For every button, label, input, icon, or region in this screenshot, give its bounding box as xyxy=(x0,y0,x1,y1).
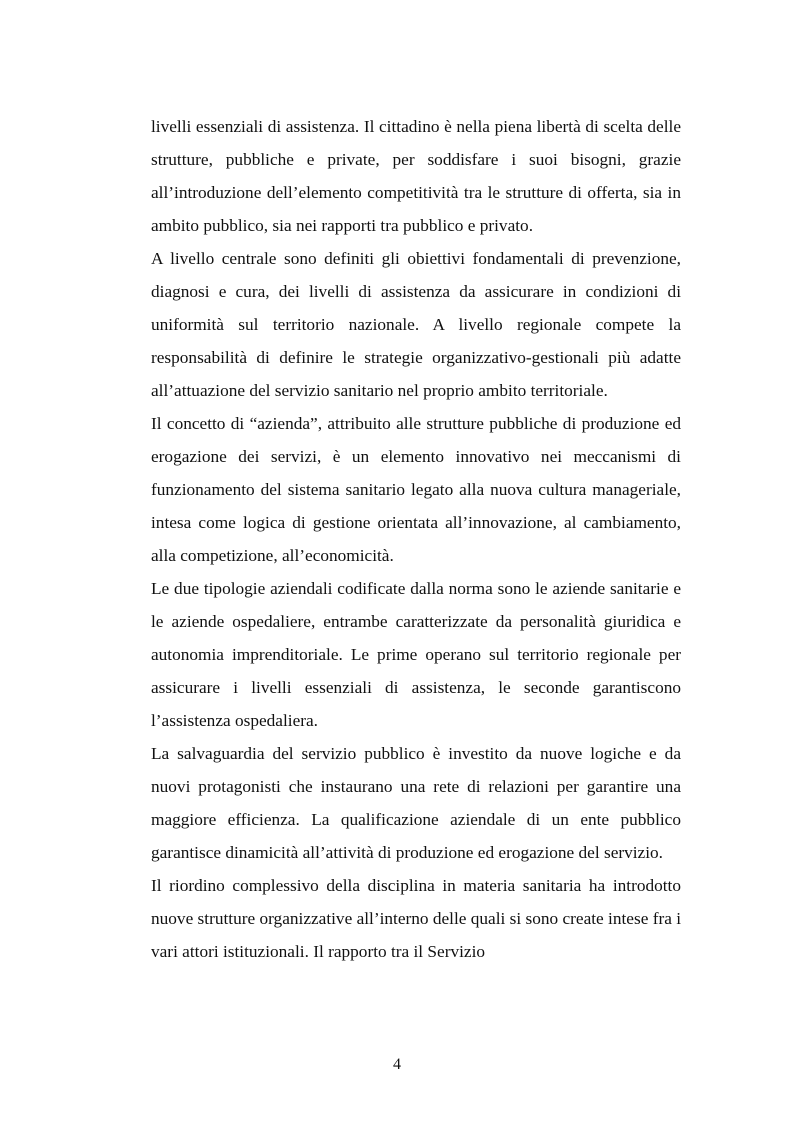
page-body xyxy=(151,110,681,968)
paragraph: Il riordino complessivo della disciplina in materia sanitaria ha introdotto nuove strutture organizzative all’interno delle quali si sono create intese fra i vari attori istituzionali. Il rapporto tra il Servizio xyxy=(151,876,681,961)
paragraph: La salvaguardia del servizio pubblico è investito da nuove logiche e da nuovi protagonisti che instaurano una rete di relazioni per garantire una maggiore efficienza. La qualificazione aziendale di un ente pubblico garantisce dinamicità all’attività di produzione ed erogazione del servizio. xyxy=(151,744,681,862)
paragraph: A livello centrale sono definiti gli obiettivi fondamentali di prevenzione, diagnosi e cura, dei livelli di assistenza da assicurare in condizioni di uniformità sul territorio nazionale. A livello regionale compete la responsabilità di definire le strategie organizzativo-gestionali più adatte all’attuazione del servizio sanitario nel proprio ambito territoriale. xyxy=(151,249,681,400)
paragraph: Il concetto di “azienda”, attribuito alle strutture pubbliche di produzione ed erogazione dei servizi, è un elemento innovativo nei meccanismi di funzionamento del sistema sanitario legato alla nuova cultura manageriale, intesa come logica di gestione orientata all’innovazione, al cambiamento, alla competizione, all’economicità. xyxy=(151,414,681,565)
page-number: 4 xyxy=(393,1056,401,1073)
paragraph: livelli essenziali di assistenza. Il cittadino è nella piena libertà di scelta delle strutture, pubbliche e private, per soddisfare i suoi bisogni, grazie all’introduzione dell’elemento competitività tra le strutture di offerta, sia in ambito pubblico, sia nei rapporti tra pubblico e privato. xyxy=(151,117,681,235)
paragraph: Le due tipologie aziendali codificate dalla norma sono le aziende sanitarie e le aziende ospedaliere, entrambe caratterizzate da personalità giuridica e autonomia imprenditoriale. Le prime operano sul territorio regionale per assicurare i livelli essenziali di assistenza, le seconde garantiscono l’assistenza ospedaliera. xyxy=(151,579,681,730)
